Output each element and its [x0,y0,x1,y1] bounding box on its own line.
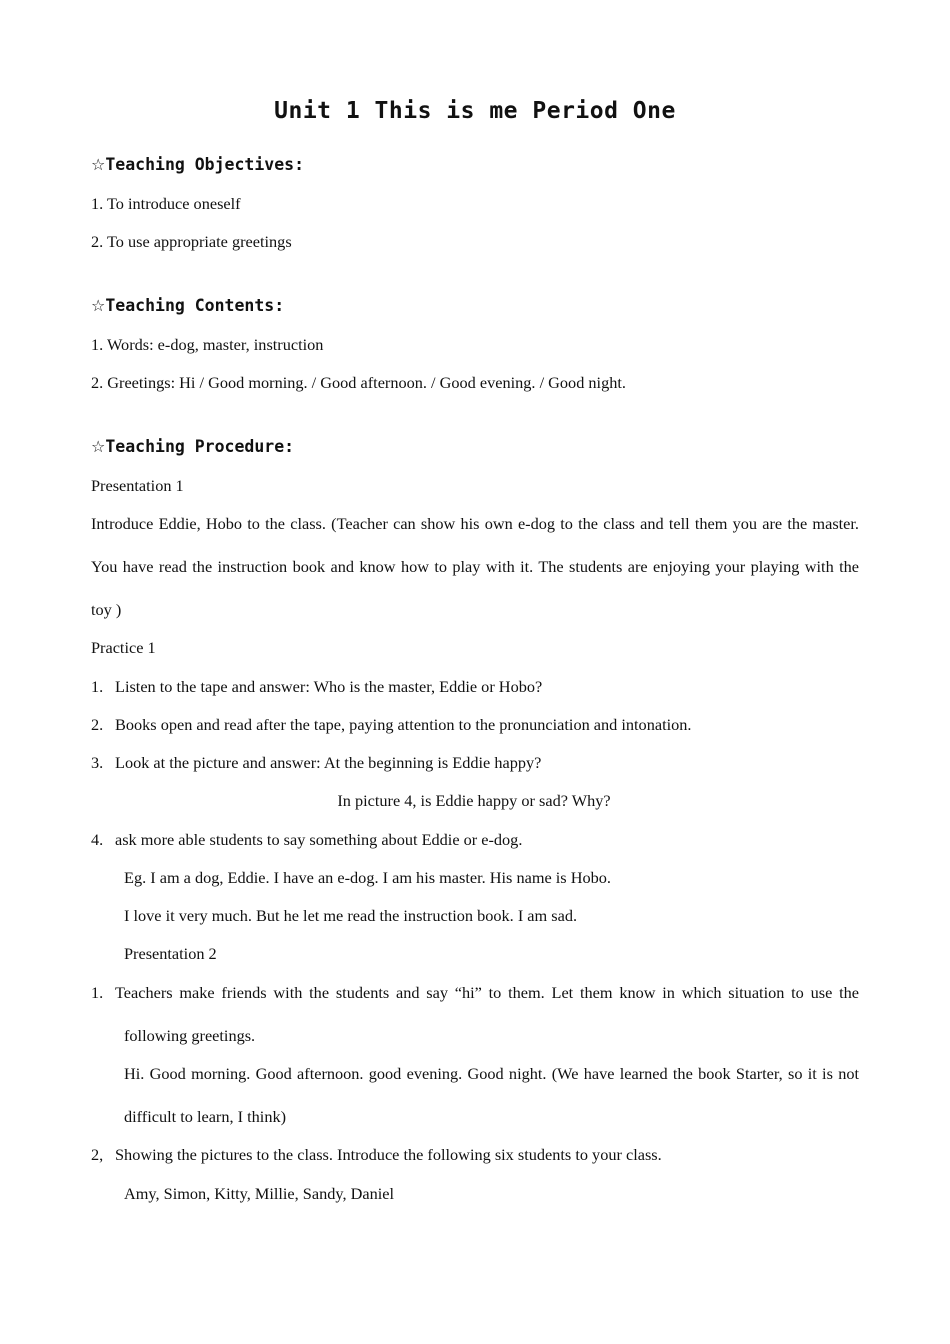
item-text: Books open and read after the tape, paying attention to the pronunciation and intonation. [115,715,692,734]
presentation1-label: Presentation 1 [91,476,184,495]
document-title: Unit 1 This is me Period One [274,98,676,124]
item-number: 2. [91,715,104,734]
presentation2-continuation: Hi. Good morning. Good afternoon. good evening. Good night. (We have learned the book Starter, so it is not [124,1064,859,1083]
item-number: 1. [91,677,104,696]
practice1-item [91,677,542,697]
item-text: Listen to the tape and answer: Who is the master, Eddie or Hobo? [115,677,543,696]
practice1-label: Practice 1 [91,638,156,657]
presentation1-line: toy ) [91,600,122,619]
presentation1-line: Introduce Eddie, Hobo to the class. (Teacher can show his own e-dog to the class and tell them you are the master. [91,514,859,533]
practice1-item [91,715,691,735]
item-text: ask more able students to say something about Eddie or e-dog. [115,830,523,849]
star-icon: ☆ [91,155,106,174]
presentation2-label: Presentation 2 [124,944,217,963]
star-icon: ☆ [91,296,106,315]
objectives-heading-text: Teaching Objectives: [105,155,305,174]
item-number: 1. [91,983,104,1002]
presentation1-line: You have read the instruction book and know how to play with it. The students are enjoying your playing with the [91,557,859,576]
item-text: Look at the picture and answer: At the beginning is Eddie happy? [115,753,542,772]
star-icon: ☆ [91,437,106,456]
practice1-item [91,753,541,773]
procedure-heading [91,437,294,456]
student-names: Amy, Simon, Kitty, Millie, Sandy, Daniel [124,1184,394,1203]
item-text: Teachers make friends with the students and say “hi” to them. Let them know in which situation to use the [115,983,859,1002]
example-line: I love it very much. But he let me read the instruction book. I am sad. [124,906,578,925]
objectives-heading [91,155,304,174]
presentation2-item [91,1145,662,1165]
item-number: 3. [91,753,104,772]
example-line: Eg. I am a dog, Eddie. I have an e-dog. I am his master. His name is Hobo. [124,868,611,887]
item-text: Showing the pictures to the class. Introduce the following six students to your class. [115,1145,662,1164]
objective-item: 2. To use appropriate greetings [91,232,292,251]
content-item: 2. Greetings: Hi / Good morning. / Good afternoon. / Good evening. / Good night. [91,373,626,392]
contents-heading-text: Teaching Contents: [105,296,285,315]
presentation2-item [91,983,859,1003]
content-item: 1. Words: e-dog, master, instruction [91,335,324,354]
practice1-sub-question: In picture 4, is Eddie happy or sad? Why? [337,791,611,810]
presentation2-continuation: difficult to learn, I think) [124,1107,287,1126]
item-number: 4. [91,830,104,849]
objective-item: 1. To introduce oneself [91,194,241,213]
procedure-heading-text: Teaching Procedure: [105,437,295,456]
presentation2-continuation: following greetings. [124,1026,256,1045]
contents-heading [91,296,284,315]
item-number: 2, [91,1145,104,1164]
practice1-item [91,830,522,850]
